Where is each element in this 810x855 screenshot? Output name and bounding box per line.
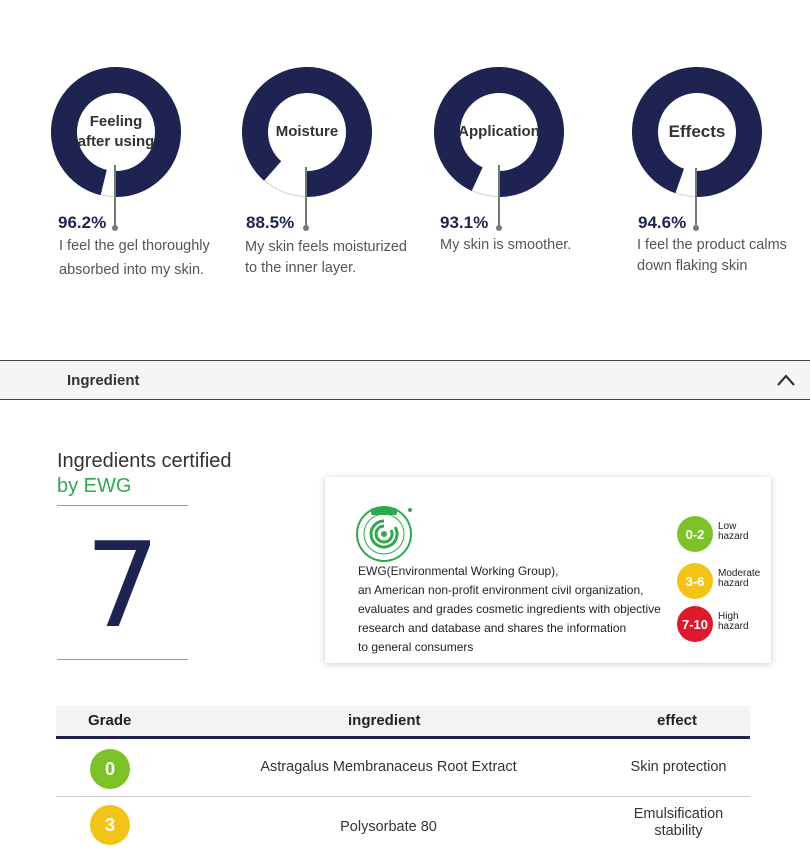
hazard-badge-moderate: 3-6	[677, 563, 713, 599]
header-effect: effect	[657, 712, 698, 729]
pointer-dot	[693, 225, 699, 231]
hazard-label: High hazard	[718, 611, 749, 632]
survey-stats	[0, 0, 810, 360]
hazard-badge-high: 7-10	[677, 606, 713, 642]
table-row	[56, 797, 750, 855]
stat-percent: 96.2%	[58, 213, 107, 232]
pointer-line	[695, 168, 697, 230]
ingredient-effect: Skin protection	[630, 759, 727, 775]
pointer-dot	[496, 225, 502, 231]
stat-description: I feel the product calms down flaking skin	[637, 237, 787, 274]
stat-percent: 88.5%	[246, 213, 295, 232]
stat-description: My skin feels moisturized to the inner layer.	[245, 239, 407, 276]
stat-feeling	[51, 0, 251, 300]
ewg-ingredient-count: 7	[84, 516, 161, 654]
stat-effects	[632, 0, 810, 300]
stat-moisture	[242, 0, 442, 300]
hazard-legend-low	[677, 516, 767, 552]
hazard-legend-moderate	[677, 563, 767, 599]
ingredient-effect: Emulsification stability	[633, 806, 724, 839]
ewg-heading-highlight: by EWG	[57, 475, 132, 497]
table-row	[56, 739, 750, 797]
table-header	[56, 706, 750, 736]
donut-label: Effects	[668, 122, 726, 141]
stat-application	[434, 0, 634, 300]
pointer-line	[498, 165, 500, 227]
ewg-description: EWG(Environmental Working Group), an American non-profit environment civil organization, evaluates and grades cosmetic ingredients with objective research and database and shares the information to general consumers	[358, 564, 661, 654]
hazard-label: Low hazard	[718, 521, 749, 542]
header-grade: Grade	[88, 712, 132, 729]
ewg-info-card	[325, 477, 771, 663]
pointer-dot	[303, 225, 309, 231]
hazard-label: Moderate hazard	[718, 568, 761, 589]
grade-badge-low: 0	[90, 749, 130, 789]
donut-label: Feeling after using	[77, 113, 155, 150]
pointer-line	[305, 167, 307, 229]
pointer-line	[114, 165, 116, 227]
chevron-up-icon[interactable]	[776, 373, 796, 387]
ewg-heading: Ingredients certified	[57, 450, 232, 472]
ingredient-name: Polysorbate 80	[340, 819, 437, 835]
stat-description: I feel the gel thoroughly absorbed into my skin.	[59, 238, 210, 278]
stat-description: My skin is smoother.	[440, 237, 572, 253]
hazard-badge-low: 0-2	[677, 516, 713, 552]
ewg-verified-seal-icon	[354, 504, 414, 564]
header-ingredient: ingredient	[348, 712, 421, 729]
ingredient-name: Astragalus Membranaceus Root Extract	[260, 759, 517, 775]
stat-percent: 94.6%	[638, 213, 687, 232]
grade-badge-moderate: 3	[90, 805, 130, 845]
pointer-dot	[112, 225, 118, 231]
hazard-legend-high	[677, 606, 767, 642]
donut-label: Application	[458, 123, 540, 140]
divider	[57, 659, 188, 660]
ingredient-section-header[interactable]	[0, 360, 810, 400]
stat-percent: 93.1%	[440, 213, 489, 232]
donut-label: Moisture	[275, 123, 339, 140]
divider	[57, 505, 188, 506]
section-title: Ingredient	[67, 372, 140, 389]
